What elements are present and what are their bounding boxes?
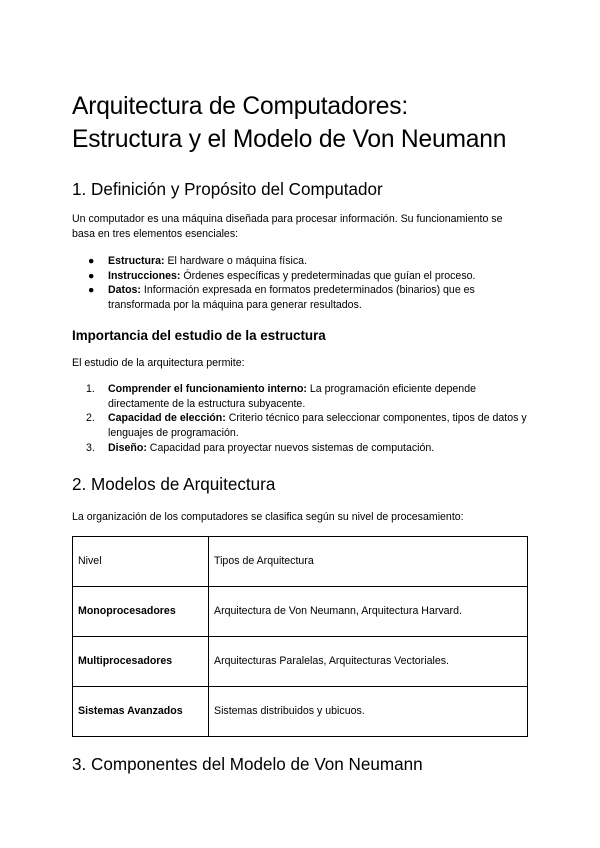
subsection-heading: Importancia del estudio de la estructura: [72, 327, 326, 343]
list-item-text: Órdenes específicas y predeterminadas que guían el proceso.: [180, 269, 476, 282]
bullet-icon: ●: [88, 284, 95, 297]
bullet-icon: ●: [88, 269, 95, 282]
list-item-text: El hardware o máquina física.: [164, 255, 308, 268]
list-item-term: Estructura:: [108, 255, 165, 268]
list-number: 1.: [86, 383, 95, 396]
table-row: [73, 586, 528, 636]
table-header-cell: Tipos de Arquitectura: [209, 536, 528, 586]
list-item: [72, 254, 528, 269]
architecture-table: [72, 536, 528, 737]
subsection-intro: El estudio de la arquitectura permite:: [72, 356, 245, 369]
title-line-2: Estructura y el Modelo de Von Neumann: [72, 126, 507, 153]
section-1-intro: Un computador es una máquina diseñada para procesar información. Su funcionamiento se basa en tres elementos esenciales:: [72, 213, 503, 240]
bullet-icon: ●: [88, 255, 95, 268]
table-cell: Sistemas distribuidos y ubicuos.: [209, 686, 528, 736]
section-2-heading: 2. Modelos de Arquitectura: [72, 475, 276, 495]
list-item: [72, 441, 528, 456]
level-name: Monoprocesadores: [78, 605, 176, 618]
list-item: [72, 269, 528, 284]
elements-bullet-list: [72, 254, 528, 312]
table-cell: Arquitecturas Paralelas, Arquitecturas Vectoriales.: [209, 636, 528, 686]
table-cell: Arquitectura de Von Neumann, Arquitectura Harvard.: [209, 586, 528, 636]
list-item-term: Datos:: [108, 284, 141, 297]
list-item: [72, 382, 528, 411]
section-1-heading: 1. Definición y Propósito del Computador: [72, 180, 383, 199]
section-3-heading: 3. Componentes del Modelo de Von Neumann: [72, 754, 423, 774]
table-cell: [73, 586, 209, 636]
list-item: [72, 411, 528, 440]
table-header-cell: Nivel: [73, 536, 209, 586]
list-number: 2.: [86, 412, 95, 425]
table-header-row: [73, 536, 528, 586]
list-item: [72, 283, 528, 312]
list-item-text: La programación eficiente depende directamente de la estructura subyacente.: [108, 383, 476, 410]
section-2-intro: La organización de los computadores se clasifica según su nivel de procesamiento:: [72, 511, 464, 524]
title-line-1: Arquitectura de Computadores:: [72, 93, 408, 120]
importance-numbered-list: [72, 382, 528, 455]
list-item-term: Capacidad de elección:: [108, 412, 226, 425]
level-name: Multiprocesadores: [78, 655, 173, 668]
list-item-text: Criterio técnico para seleccionar componentes, tipos de datos y lenguajes de programación.: [108, 412, 527, 439]
list-item-text: Información expresada en formatos predeterminados (binarios) que es transformada por la máquina para generar resultados.: [108, 284, 475, 311]
table-cell: [73, 686, 209, 736]
document-page: [72, 90, 528, 776]
list-number: 3.: [86, 441, 95, 454]
document-title: [72, 90, 528, 156]
list-item-term: Diseño:: [108, 441, 147, 454]
table-row: [73, 636, 528, 686]
list-item-term: Comprender el funcionamiento interno:: [108, 383, 307, 396]
table-cell: [73, 636, 209, 686]
level-name: Sistemas Avanzados: [78, 705, 183, 718]
list-item-text: Capacidad para proyectar nuevos sistemas de computación.: [146, 441, 435, 454]
table-row: [73, 686, 528, 736]
list-item-term: Instrucciones:: [108, 269, 181, 282]
